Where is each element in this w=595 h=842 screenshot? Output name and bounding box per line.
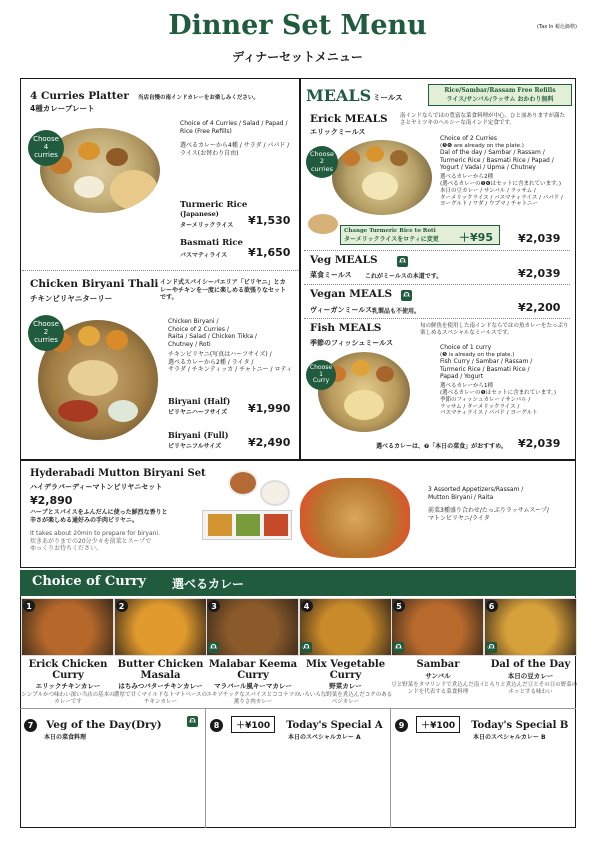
veg-icon: VEG <box>401 290 412 301</box>
platter-item-2-name: Basmati Rice <box>180 238 243 248</box>
fish-footnote: 選べるカレーは、❼「本日の菜食」がおすすめ。 <box>376 443 507 450</box>
curry-item-2 <box>114 598 208 706</box>
mutton-appetizer-photo <box>200 470 300 555</box>
curry-number: 5 <box>393 600 405 612</box>
curry-name-jp: エリックチキンカレー <box>35 682 101 690</box>
choose-badge-fish: Choose 1 Curry <box>306 360 336 390</box>
roti-option: Change Turmeric Rice to Roti ターメリックライスをロティに変更 ＋¥95 <box>340 225 500 245</box>
platter-item-1-sub: (Japanese) <box>180 210 219 218</box>
biryani-intro: インド式スパイシーパエリア「ビリヤニ」とカレーやチキンを一度に楽しめる欲張りなセットです。 <box>160 279 286 301</box>
curry-item-3 <box>206 598 300 706</box>
meals-title-jp: ミールス <box>373 93 403 102</box>
special-divider-2 <box>390 708 391 828</box>
left-divider <box>22 270 298 271</box>
curry-name: Sambar <box>416 659 460 670</box>
meals-divider-3 <box>304 318 570 319</box>
curry-number: 6 <box>486 600 498 612</box>
curry-item-1 <box>21 598 115 706</box>
curry-name: Malabar Keema Curry <box>208 659 298 681</box>
choose-badge-platter: Choose 4 curries <box>28 130 64 166</box>
erick-price: ¥2,039 <box>518 232 561 245</box>
curry-number: 2 <box>116 600 128 612</box>
curry-name-jp: はちみつバターチキンカレー <box>118 682 203 690</box>
veg-icon: VEG <box>301 642 312 653</box>
fish-meals-title: Fish MEALS <box>310 322 382 334</box>
mutton-title: Hyderabadi Mutton Biryani Set <box>30 468 206 479</box>
mutton-biryani-photo <box>300 478 410 558</box>
biryani-half-name: Biryani (Half) <box>168 396 231 406</box>
platter-item-2-price: ¥1,650 <box>248 246 291 259</box>
veg-icon: VEG <box>486 642 497 653</box>
roti-photo <box>308 214 338 234</box>
veg-meals-note: これがミールスの本道です。 <box>365 273 443 280</box>
veg-icon: VEG <box>208 642 219 653</box>
choice-header: Choice of Curry 選べるカレー <box>20 570 576 596</box>
refill-banner: Rice/Sambar/Rassam Free Refills ライス/サンバル/ラッサム おかわり無料 <box>428 84 572 106</box>
curry-number: 1 <box>23 600 35 612</box>
curry-desc: 豆と野菜をタマリンドで煮込んだ南インドを代表する菜食料理 <box>391 681 485 695</box>
curry-name: Erick Chicken Curry <box>28 659 108 681</box>
tax-note: (Tax In 税込価格) <box>537 24 577 30</box>
curry-desc: とろりと煮込んだ豆とその日の野菜のホッとする味わい <box>483 681 578 695</box>
choose-badge-biryani: Choose 2 curries <box>28 315 64 351</box>
curry-item-6 <box>484 598 578 706</box>
curry-item-4 <box>299 598 393 706</box>
erick-meals-title-jp: エリックミールス <box>310 128 366 136</box>
choice-divider <box>20 708 576 709</box>
special-8: 8 ＋¥100 Today's Special A 本日のスペシャルカレー A <box>210 713 385 741</box>
curry-number: 3 <box>208 600 220 612</box>
page-title: Dinner Set Menu <box>168 10 427 41</box>
platter-item-1-jp: ターメリックライス <box>180 222 234 229</box>
veg-icon: VEG <box>187 716 198 727</box>
platter-item-2-jp: バスマティライス <box>180 252 228 259</box>
erick-meals-title: Erick MEALS <box>310 113 388 125</box>
mutton-title-jp: ハイデラバーディーマトンビリヤニセット <box>30 483 163 491</box>
biryani-full-jp: ビリヤニフルサイズ <box>168 443 222 450</box>
vegan-meals-price: ¥2,200 <box>518 301 561 314</box>
curry-name-jp: 本日の豆カレー <box>507 671 554 680</box>
biryani-full-name: Biryani (Full) <box>168 430 229 440</box>
biryani-half-price: ¥1,990 <box>248 402 291 415</box>
page-subtitle: ディナーセットメニュー <box>232 50 363 64</box>
vegan-meals-note: 乳製品も不使用。 <box>372 308 421 315</box>
curry-name: Dal of the Day <box>490 659 571 670</box>
curry-item-5 <box>391 598 485 706</box>
fish-price: ¥2,039 <box>518 437 561 450</box>
curry-desc: 濃厚で甘くマイルドなトマトベースのチキンカレー <box>113 692 208 706</box>
veg-meals-jp: 菜食ミールス <box>310 271 352 279</box>
veg-icon: VEG <box>397 256 408 267</box>
platter-desc-jp: 選べるカレーから4種 / サラダ / パパド / ライス(お替わり自由) <box>180 142 290 157</box>
curry-name: Mix Vegetable Curry <box>305 659 386 681</box>
platter-title: 4 Curries Platter <box>30 90 129 102</box>
biryani-full-price: ¥2,490 <box>248 436 291 449</box>
curry-number: 4 <box>301 600 313 612</box>
mutton-desc: ハーブとスパイスをふんだんに使った鮮烈な香りと 辛さが楽しめる通好みの手肉ビリヤニ。 <box>30 509 168 524</box>
mutton-wait: It takes about 20min to prepare for biryani. 炊きあがりまでの20分少々を前菜とスープで ゆっくりお待ちください。 <box>30 530 161 552</box>
meals-divider-2 <box>304 284 570 285</box>
erick-desc: Choice of 2 Curries (❺❻ are already on the plate.) Dal of the day / Sambar / Rassam / Turmeric Rice / Basmati Rice / Papad / Yogurt / Vadai / Upma / Chutney 選べるカレーから2種 (選べるカレーの❺❻はセットに含まれています。) 本日の豆カレー / サンバル / ラッサム / ターメリックライス / バスマティライス / パパド / ヨーグルト / ワダ / ウプマ / チャトニー <box>440 135 563 208</box>
veg-meals-title: Veg MEALS <box>310 254 378 266</box>
platter-note: 当店自慢の南インドカレーをお楽しみください。 <box>138 95 259 101</box>
platter-item-1-price: ¥1,530 <box>248 214 291 227</box>
biryani-title-jp: チキンビリヤニターリー <box>30 294 113 303</box>
curry-name-jp: サンバル <box>425 671 451 680</box>
special-divider-1 <box>205 708 206 828</box>
special-7: 7 Veg of the Day(Dry) 本日の菜食料理 <box>24 713 162 741</box>
vegan-meals-jp: ヴィーガンミールス <box>310 306 373 314</box>
biryani-half-jp: ビリヤニハーフサイズ <box>168 409 228 416</box>
choose-badge-erick: Choose 2 curries <box>306 146 338 178</box>
curry-desc: いろいろな野菜を煮込んだコクのあるベジカレー <box>298 692 393 706</box>
curry-desc: シンプルかつ味わい深い当店の基本のカレーです <box>21 692 115 706</box>
fish-meals-jp: 季節のフィッシュミールス <box>310 339 393 347</box>
fish-intro: 旬の鮮魚を使用した南インドならではの魚カレーをたっぷり楽しめるスペシャルなミールスです。 <box>420 323 569 336</box>
curry-name-jp: マラバール風キーマカレー <box>214 682 292 690</box>
mutton-price: ¥2,890 <box>30 494 73 507</box>
platter-item-1-name: Turmeric Rice <box>180 200 248 210</box>
platter-desc-en: Choice of 4 Curries / Salad / Papad / Rice (Free Refills) <box>180 120 288 135</box>
vegan-meals-title: Vegan MEALS <box>310 288 393 300</box>
platter-title-jp: 4種カレープレート <box>30 104 95 113</box>
curry-desc: エキゾチックなスパイスとココナツの薫りさ肉カレー <box>206 692 300 706</box>
erick-intro: 南インドならではの豊富な菜食料理が中心。ひと皿ありますが満たさとヤミツキのヘルシーな南インド定食です。 <box>400 113 565 126</box>
biryani-desc: Chicken Biryani / Choice of 2 Curries / Raita / Salad / Chicken Tikka / Chutney / Roti チキンビリヤニ(写真はハーフサイズ) / 選べるカレーから2種 / ライタ / サラダ / チキンティッカ / チャトニー / ロティ <box>168 318 293 373</box>
special-9: 9 ＋¥100 Today's Special B 本日のスペシャルカレー B <box>395 713 573 741</box>
meals-title: MEALS <box>306 86 372 105</box>
mutton-contents: 3 Assorted Appetizers/Rassam / Mutton Biryani / Raita 前菜3種盛り合わせ/たっぷりラッサムスープ/ マトンビリヤニ/ライタ <box>428 486 549 522</box>
veg-meals-price: ¥2,039 <box>518 267 561 280</box>
curry-name: Butter Chicken Masala <box>117 659 204 681</box>
veg-icon: VEG <box>393 642 404 653</box>
curry-name-jp: 野菜カレー <box>329 682 362 690</box>
biryani-title: Chicken Biryani Thali <box>30 278 159 290</box>
erick-photo <box>332 140 432 215</box>
meals-divider-1 <box>304 250 570 251</box>
fish-desc: Choice of 1 curry (❺ is already on the plate.) Fish Curry / Sambar / Rassam / Turmeric Rice / Basmati Rice / Papad / Yogurt 選べるカレーから1種 (選べるカレーの❺はセットに含まれています。) 季節のフィッシュカレー / サンバル / ラッサム / ターメリックライス / バスマティライス / パパド / ヨーグルト <box>440 344 557 417</box>
